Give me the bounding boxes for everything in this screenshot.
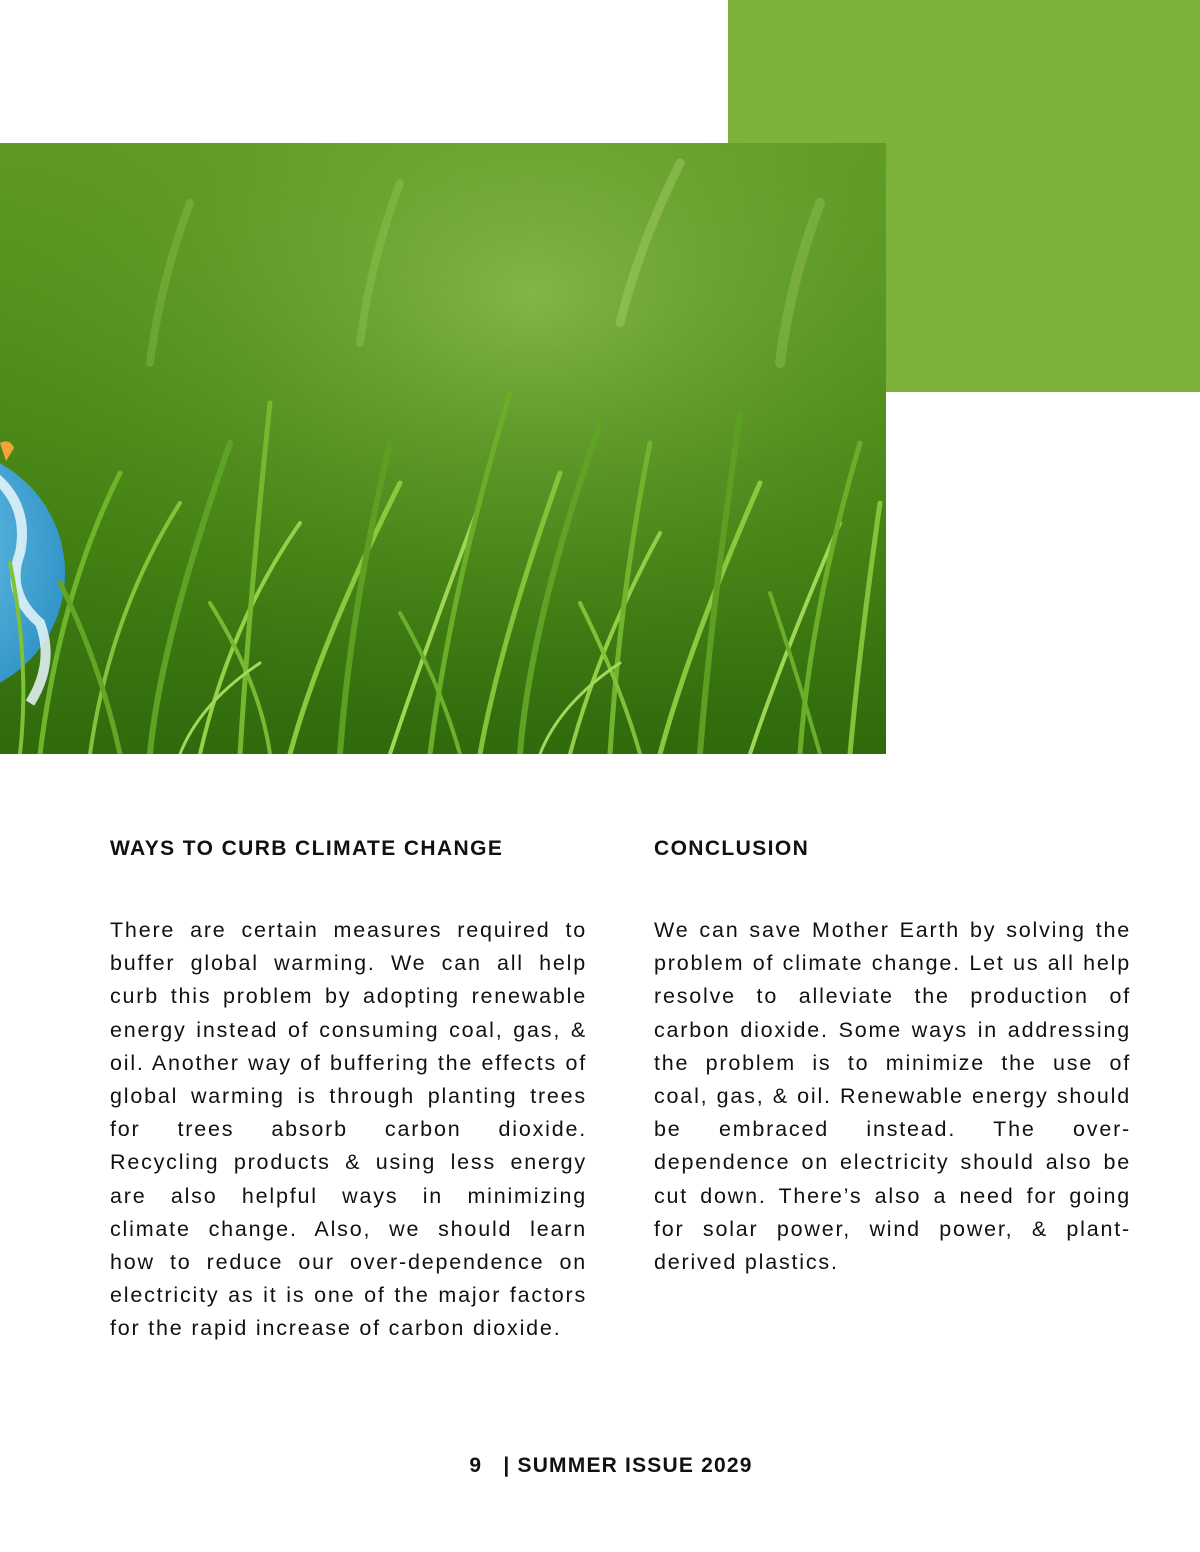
page-number: 9 [469, 1454, 483, 1477]
ways-to-curb-section [110, 836, 587, 1346]
ways-heading: WAYS TO CURB CLIMATE CHANGE [110, 837, 504, 860]
conclusion-body-text: We can save Mother Earth by solving the problem of climate change. Let us all help resolve to alleviate the production of carbon dioxide. Some ways in addressing the problem is to minimize the use of coal, gas, & oil. Renewable energy should be embraced instead. The over-dependence on electricity should also be cut down. There’s also a need for going for solar power, wind power, & plant-derived plastics. [654, 918, 1131, 1275]
conclusion-heading: CONCLUSION [654, 837, 810, 860]
conclusion-section [654, 836, 1131, 1279]
ways-body-text: There are certain measures required to buffer global warming. We can all help curb this problem by adopting renewable energy instead of consuming coal, gas, & oil. Another way of buffering the effects of global warming is through planting trees for trees absorb carbon dioxide. Recycling products & using less energy are also helpful ways in minimizing climate change. Also, we should learn how to reduce our over-dependence on electricity as it is one of the major factors for the rapid increase of carbon dioxide. [110, 918, 587, 1341]
page-footer [0, 1454, 1200, 1478]
issue-label: | SUMMER ISSUE 2029 [503, 1454, 753, 1477]
hero-photo-grass-globe [0, 143, 886, 754]
